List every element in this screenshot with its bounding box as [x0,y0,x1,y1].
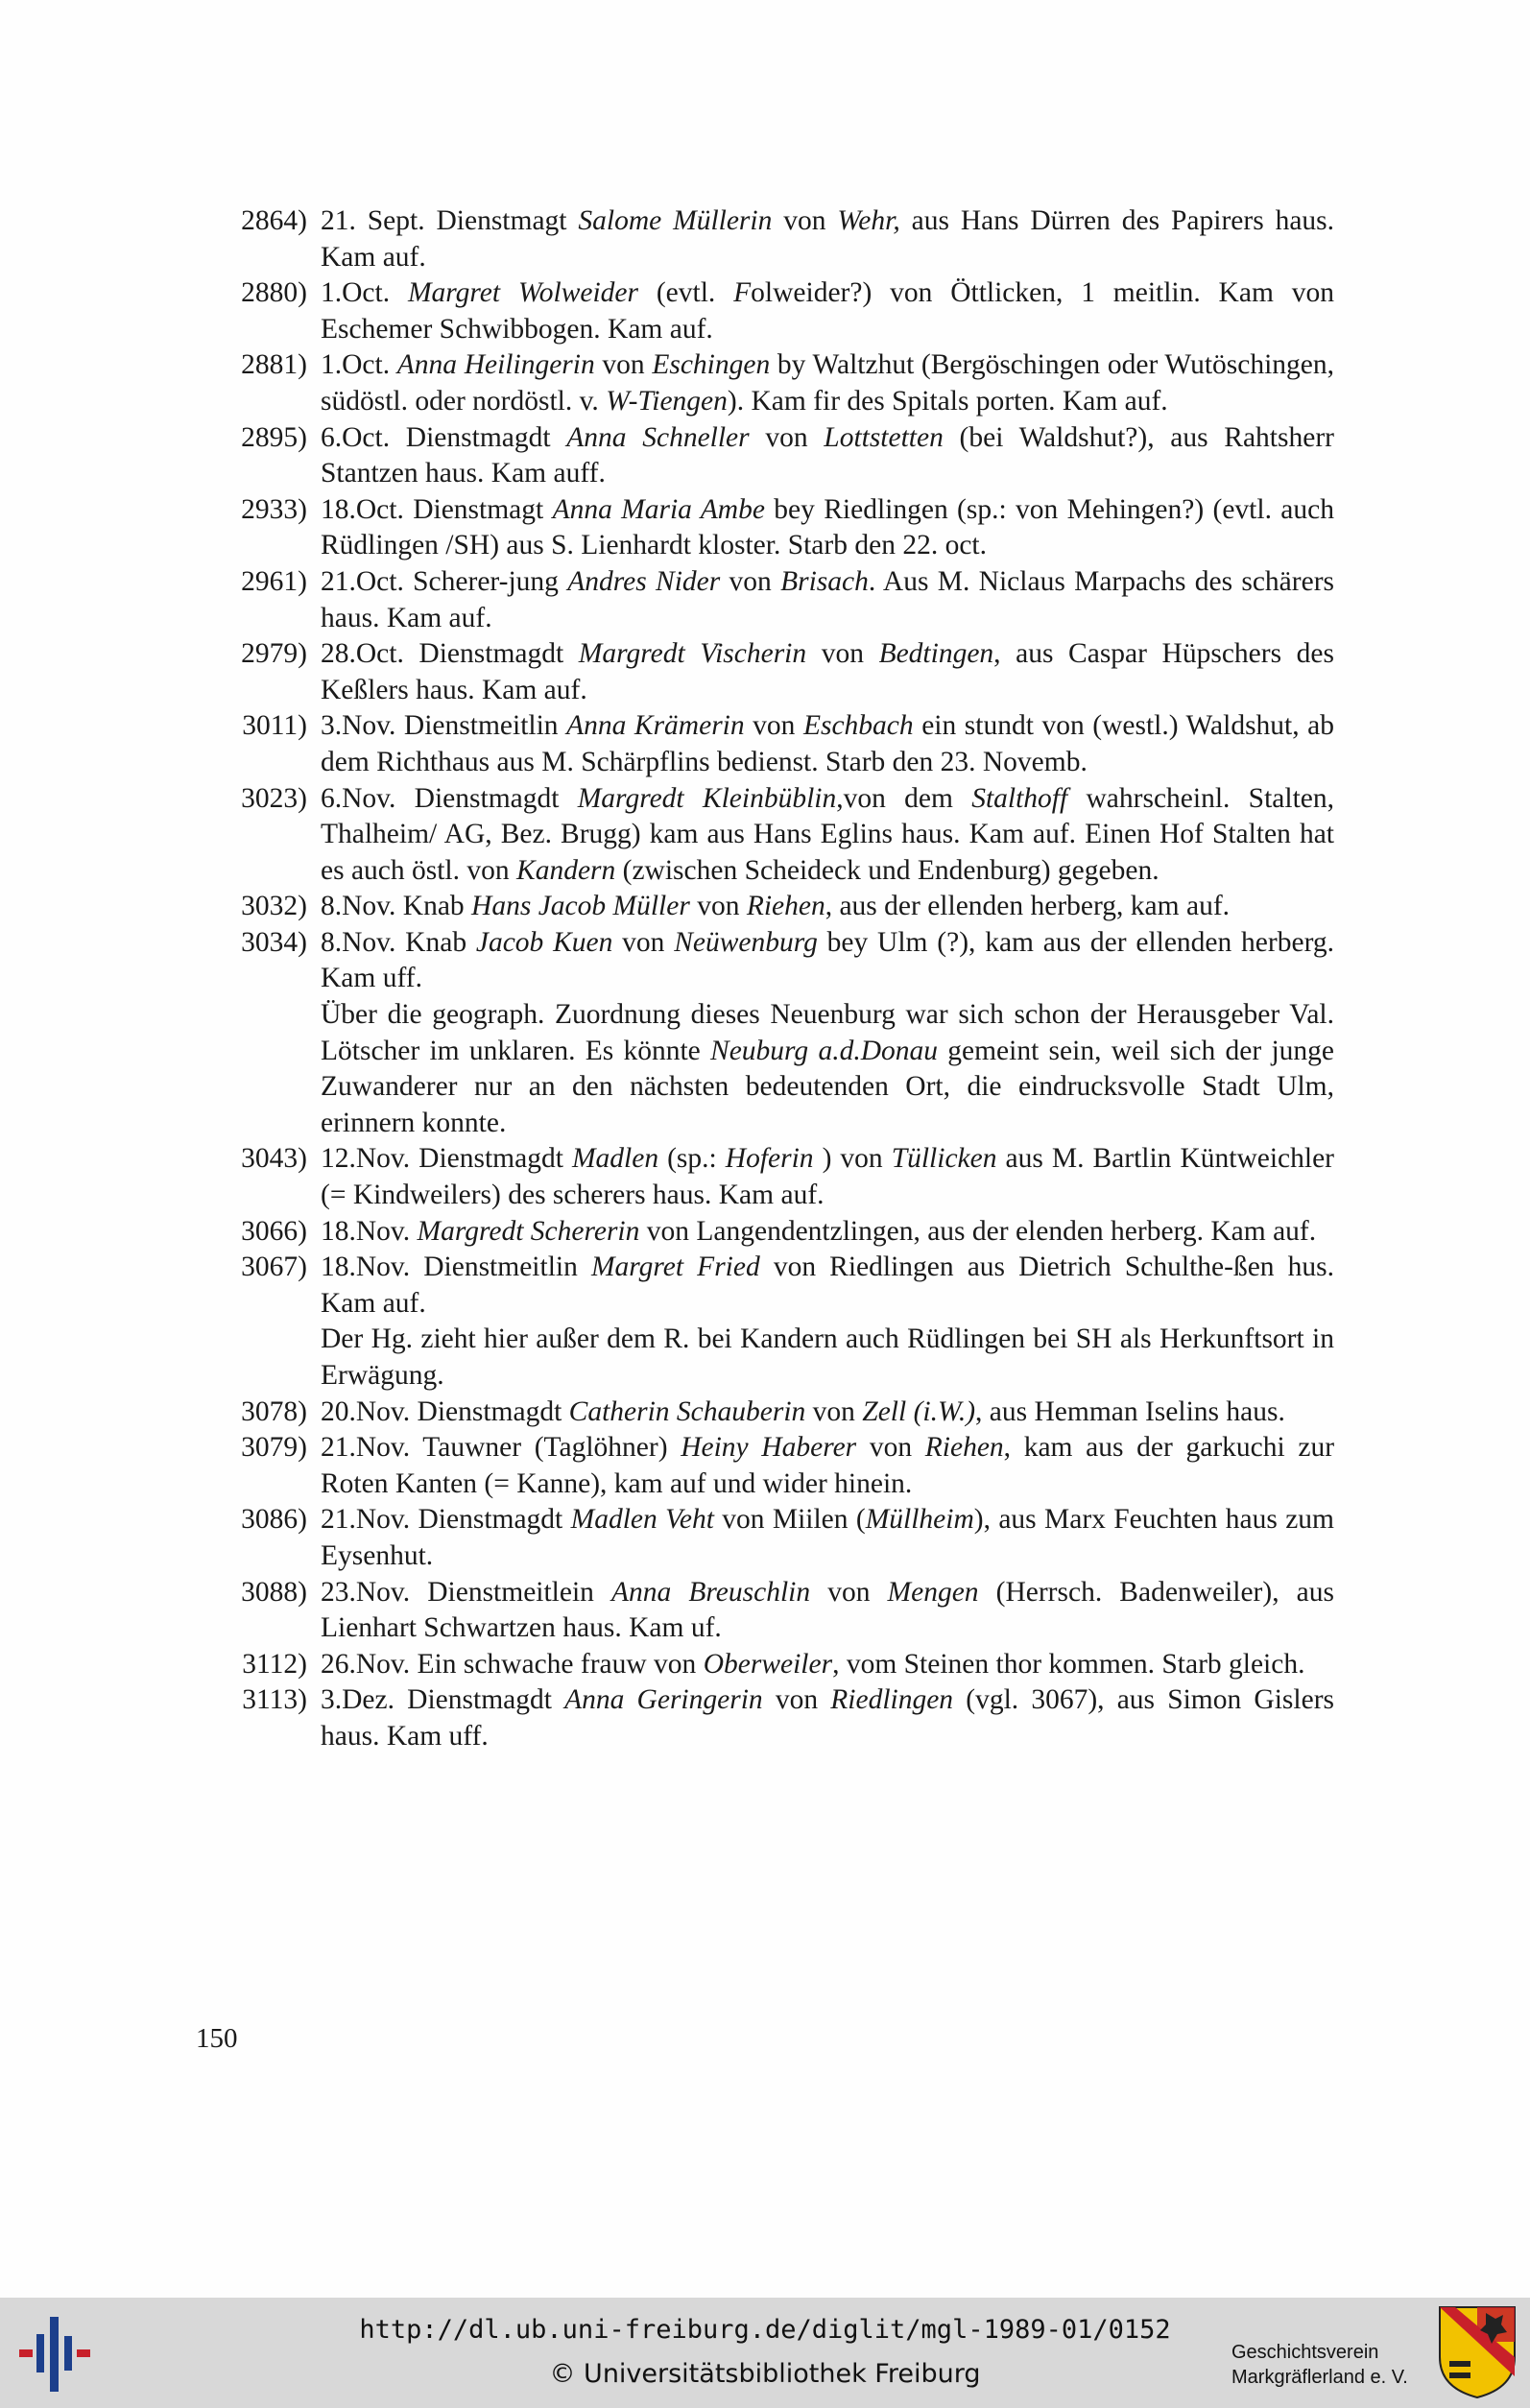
entry-row [192,1250,1334,1322]
logo-bar-blue-left [36,2334,44,2372]
entry-row [192,925,1334,997]
society-crest-icon [1436,2303,1518,2399]
entry-number: 3067) [241,1252,307,1283]
entry-number: 3066) [241,1215,307,1247]
entry-number: 3011) [242,710,307,742]
entry-text: 8.Nov. Knab Jacob Kuen von Neüwenburg bey Ulm (?), kam aus der ellenden herberg. Kam uff. [321,926,1334,994]
entry-text: 21.Nov. Tauwner (Taglöhner) Heiny Haberer von Riehen, kam aus der garkuchi zur Roten Kanten (= Kanne), kam auf und wider hinein. [321,1432,1335,1499]
entry-row [192,708,1334,780]
entry-text: 20.Nov. Dienstmagdt Catherin Schauberin von Zell (i.W.), aus Hemman Iselins haus. [321,1395,1285,1427]
footer-bar [0,2298,1530,2408]
entry-text: 3.Nov. Dienstmeitlin Anna Krämerin von Eschbach ein stundt von (westl.) Waldshut, ab dem Richthaus aus M. Schärpflins bedienst. Starb den 23. Novemb. [321,710,1335,777]
entry-row [192,564,1334,636]
entry-row [192,1502,1334,1574]
entry-row [192,1430,1334,1502]
entry-number: 3032) [241,891,307,922]
entry-number: 3023) [241,782,307,814]
entry-row [192,492,1334,564]
entry-list [192,203,1334,1755]
entry-text: 18.Nov. Dienstmeitlin Margret Fried von Riedlingen aus Dietrich Schulthe-ßen hus. Kam auf. [321,1252,1334,1319]
entry-number: 2895) [241,421,307,453]
entry-text: 18.Oct. Dienstmagt Anna Maria Ambe bey Riedlingen (sp.: von Mehingen?) (evtl. auch Rüdlingen /SH) aus S. Lienhardt kloster. Starb den 22. oct. [321,493,1334,561]
entry-row [192,420,1334,492]
entry-row [192,275,1334,347]
entry-number: 3088) [241,1576,307,1608]
entry-number: 2961) [241,565,307,597]
entry-number: 3079) [241,1432,307,1464]
logo-bar-red-left [19,2349,33,2357]
entry-text: 1.Oct. Anna Heilingerin von Eschingen by Waltzhut (Bergöschingen oder Wutöschingen, südöstl. oder nordöstl. v. W-Tiengen). Kam fir des Spitals porten. Kam auf. [321,349,1335,417]
entry-note: Der Hg. zieht hier außer dem R. bei Kandern auch Rüdlingen bei SH als Herkunftsort in Erwägung. [321,1323,1334,1391]
entry-number: 2979) [241,638,307,670]
entry-number: 3034) [241,926,307,958]
entry-text: 8.Nov. Knab Hans Jacob Müller von Riehen, aus der ellenden herberg, kam auf. [321,891,1231,922]
entry-text: 23.Nov. Dienstmeitlein Anna Breuschlin von Mengen (Herrsch. Badenweiler), aus Lienhart Schwartzen haus. Kam uf. [321,1576,1334,1644]
entry-text: 21. Sept. Dienstmagt Salome Müllerin von Wehr, aus Hans Dürren des Papirers haus. Kam auf. [321,205,1335,273]
footer-org [1231,2340,1408,2390]
entry-text: 21.Oct. Scherer-jung Andres Nider von Brisach. Aus M. Niclaus Marpachs des schärers haus. Kam auf. [321,565,1335,633]
logo-bar-blue-center [50,2317,59,2392]
entry-number: 3043) [241,1143,307,1175]
entry-number: 3086) [241,1504,307,1536]
entry-number: 3078) [241,1395,307,1427]
entry-text: 6.Oct. Dienstmagdt Anna Schneller von Lottstetten (bei Waldshut?), aus Rahtsherr Stantzen haus. Kam auff. [321,421,1334,489]
entry-text: 6.Nov. Dienstmagdt Margredt Kleinbüblin,von dem Stalthoff wahrscheinl. Stalten, Thalheim/ AG, Bez. Brugg) kam aus Hans Eglins haus. Kam auf. Einen Hof Stalten hat es auch östl. von Kandern (zwischen Scheideck und Endenburg) gegeben. [321,782,1334,886]
entry-row [192,1141,1334,1213]
entry-number: 2880) [241,277,307,309]
entry-number: 2864) [241,205,307,236]
entry-note: Über die geograph. Zuordnung dieses Neuenburg war sich schon der Herausgeber Val. Lötscher im unklaren. Es könnte Neuburg a.d.Donau gemeint sein, weil sich der junge Zuwanderer nur an den nächsten bedeutenden Ort, die eindrucksvolle Stadt Ulm, erinnern konnte. [321,999,1334,1138]
university-library-logo[interactable] [15,2307,96,2397]
entry-row [192,781,1334,890]
entry-text: 12.Nov. Dienstmagdt Madlen (sp.: Hoferin ) von Tüllicken aus M. Bartlin Küntweichler (= Kindweilers) des scherers haus. Kam auf. [321,1143,1334,1211]
entry-row [192,636,1334,708]
entry-row [192,1682,1334,1754]
entry-row [192,1575,1334,1647]
entry-row [192,1647,1334,1683]
entry-text: 3.Dez. Dienstmagdt Anna Geringerin von Riedlingen (vgl. 3067), aus Simon Gislers haus. Kam uff. [321,1684,1334,1752]
entry-row [192,1214,1334,1251]
entry-number: 3112) [242,1648,307,1680]
entry-text: 21.Nov. Dienstmagdt Madlen Veht von Miilen (Müllheim), aus Marx Feuchten haus zum Eysenhut. [321,1504,1334,1571]
entry-number: 2881) [241,349,307,381]
entry-row [192,889,1334,925]
entry-text: 1.Oct. Margret Wolweider (evtl. Folweider?) von Öttlicken, 1 meitlin. Kam von Eschemer Schwibbogen. Kam auf. [321,277,1334,345]
footer-org-line1: Geschichtsverein [1231,2342,1379,2363]
logo-bar-red-right [77,2349,90,2357]
footer-url[interactable]: http://dl.ub.uni-freiburg.de/diglit/mgl-1989-01/0152 [359,2315,1171,2345]
entry-row [192,1395,1334,1431]
entry-number: 3113) [242,1684,307,1716]
entry-text: 18.Nov. Margredt Schererin von Langendentzlingen, aus der elenden herberg. Kam auf. [321,1215,1317,1247]
entry-row [192,347,1334,419]
entry-text: 28.Oct. Dienstmagdt Margredt Vischerin von Bedtingen, aus Caspar Hüpschers des Keßlers haus. Kam auf. [321,638,1334,705]
page-number: 150 [196,2023,238,2054]
entry-text: 26.Nov. Ein schwache frauw von Oberweiler, vom Steinen thor kommen. Starb gleich. [321,1648,1305,1680]
footer-copyright: © Universitätsbibliothek Freiburg [549,2359,981,2389]
entry-number: 2933) [241,493,307,525]
entry-row [192,203,1334,275]
footer-org-line2: Markgräflerland e. V. [1231,2367,1408,2388]
logo-bar-blue-right [64,2336,72,2371]
